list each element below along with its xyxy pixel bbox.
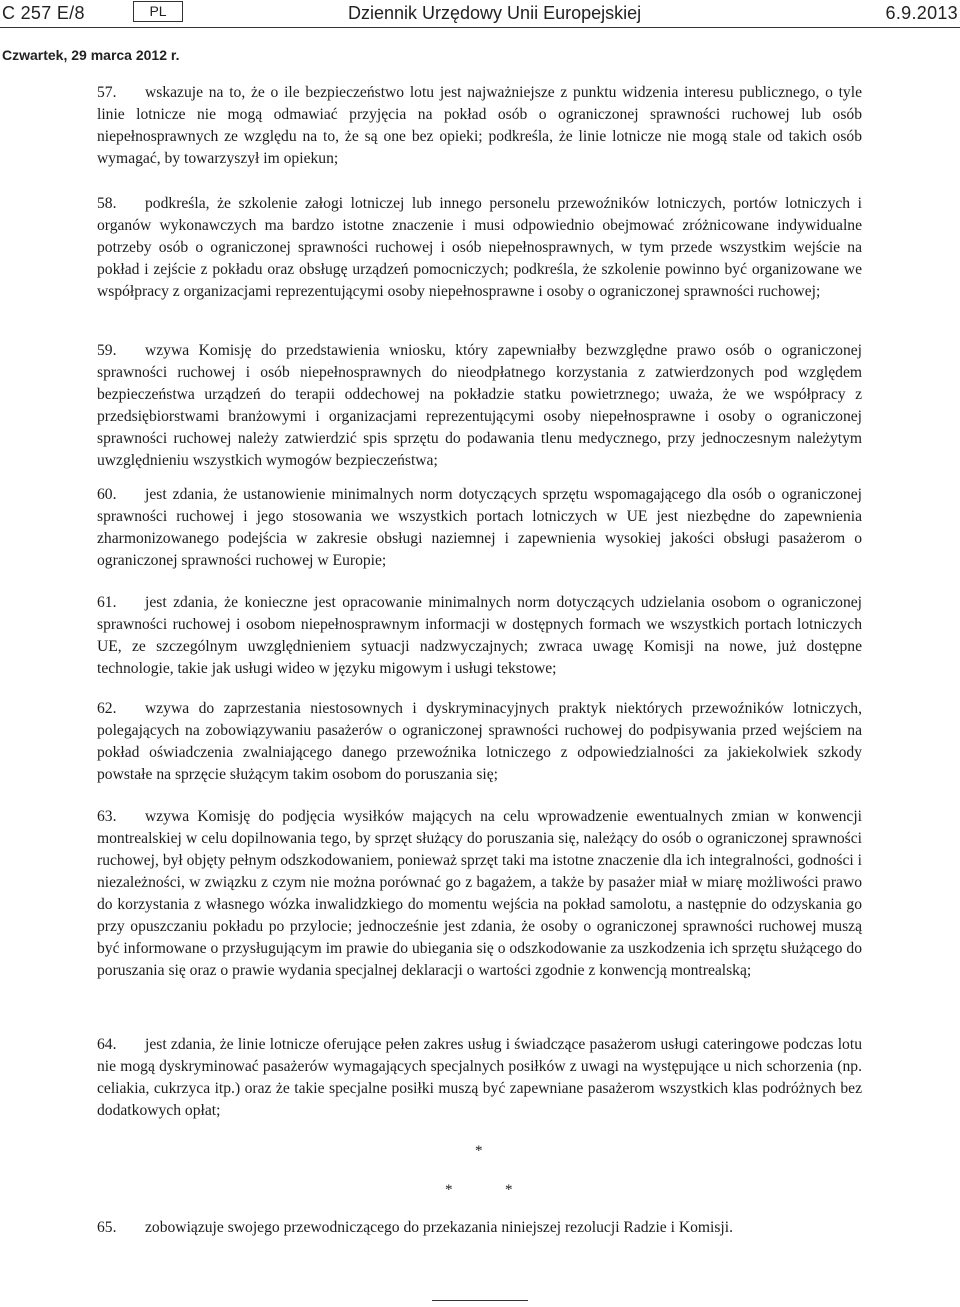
separator-star: * xyxy=(475,1143,483,1159)
paragraph-number: 59. xyxy=(97,342,117,359)
paragraph-text: jest zdania, że linie lotnicze oferujące pełen zakres usług i świadczące pasażerom usługi cateringowe podczas lotu nie mogą dyskryminować pasażerów wymagających specjalnych posiłków z uwagi na występujące u nich schorzenia (np. celiakia, cukrzyca itp.) oraz że takie specjalne posiłki muszą być zapewniane pasażerom wszystkich klas podróżnych bez dodatkowych opłat; xyxy=(97,1036,862,1119)
paragraph-text: zobowiązuje swojego przewodniczącego do przekazania niniejszej rezolucji Radzie i Komisji. xyxy=(145,1219,733,1236)
header-divider xyxy=(0,27,960,28)
paragraph-text: jest zdania, że konieczne jest opracowanie minimalnych norm dotyczących udzielania osobom o ograniczonej sprawności ruchowej i osobom niepełnosprawnym informacji w dostępnych formach we wszystkich portach lotniczych UE, ze szczególnym uwzględnieniem sytuacji nadzwyczajnych; zwraca uwagę Komisji na nowe, już dostępne technologie, takie jak usługi wideo w języku migowym i usługi tekstowe; xyxy=(97,594,862,677)
journal-date: 6.9.2013 xyxy=(885,3,958,23)
paragraph-60 xyxy=(97,484,862,572)
paragraph-text: wskazuje na to, że o ile bezpieczeństwo lotu jest najważniejsze z punktu widzenia interesu publicznego, o tyle linie lotnicze nie mogą odmawiać przyjęcia na pokład osób o ograniczonej sprawności ruchowej lub osób niepełnosprawnych ze względu na to, że są one bez opieki; podkreśla, że linie lotnicze nie mogą stale od takich osób wymagać, by towarzyszył im opiekun; xyxy=(97,84,862,167)
journal-reference: C 257 E/8 xyxy=(2,3,85,23)
session-date: Czwartek, 29 marca 2012 r. xyxy=(2,47,180,63)
separator-star: * xyxy=(445,1182,453,1198)
paragraph-number: 65. xyxy=(97,1219,117,1236)
paragraph-number: 61. xyxy=(97,594,117,611)
paragraph-number: 62. xyxy=(97,700,117,717)
paragraph-63 xyxy=(97,806,862,982)
paragraph-text: wzywa Komisję do podjęcia wysiłków mających na celu wprowadzenie ewentualnych zmian w konwencji montrealskiej w celu dopilnowania tego, by sprzęt służący do poruszania się, należący do osób o ograniczonej sprawności ruchowej, był objęty pełnym odszkodowaniem, ponieważ sprzęt taki ma istotne znaczenie dla ich integralności, godności i niezależności, w związku z czym nie można porównać go z bagażem, a także by pasażer miał w miarę możliwości prawo do korzystania z własnego wózka inwalidzkiego do momentu wejścia na pokład samolotu, a następnie do odzyskania go przy opuszczaniu pokładu po przylocie; jednocześnie jest zdania, że osoby o ograniczonej sprawności ruchowej muszą być informowane o przysługującym im prawie do ubiegania się o odszkodowanie za uszkodzenia ich sprzętu służącego do poruszania się oraz o prawie wydania specjalnej deklaracji o wartości zgodnie z konwencją montrealską; xyxy=(97,808,862,979)
paragraph-text: wzywa do zaprzestania niestosownych i dyskryminacyjnych praktyk niektórych przewoźników lotniczych, polegających na zobowiązywaniu pasażerów o ograniczonej sprawności ruchowej do podpisywania przed wejściem na pokład oświadczenia zwalniającego danego przewoźnika lotniczego z odpowiedzialności za jakiekolwiek szkody powstałe na sprzęcie służącym takim osobom do poruszania się; xyxy=(97,700,862,783)
paragraph-57 xyxy=(97,82,862,170)
paragraph-text: wzywa Komisję do przedstawienia wniosku, który zapewniałby bezwzględne prawo osób o ograniczonej sprawności ruchowej i osób niepełnosprawnych do nieodpłatnego korzystania z zatwierdzonych pod względem bezpieczeństwa urządzeń do terapii oddechowej na pokładzie statku powietrznego; uważa, że we współpracy z przedsiębiorstwami branżowymi i organizacjami reprezentującymi osoby niepełnosprawne i osoby o ograniczonej sprawności ruchowej należy zatwierdzić spis sprzętu do podawania tlenu medycznego, przy jednoczesnym należytym uwzględnieniu wszystkich wymogów bezpieczeństwa; xyxy=(97,342,862,469)
paragraph-text: jest zdania, że ustanowienie minimalnych norm dotyczących sprzętu wspomagającego dla osób o ograniczonej sprawności ruchowej i jego stosowania we wszystkich portach lotniczych w UE jest niezbędne do zapewnienia zharmonizowanego podejścia w zakresie obsługi naziemnej i zapewnienia wysokiej jakości obsługi pasażerom o ograniczonej sprawności ruchowej w Europie; xyxy=(97,486,862,569)
language-badge: PL xyxy=(133,1,183,22)
journal-header xyxy=(0,0,960,28)
journal-title: Dziennik Urzędowy Unii Europejskiej xyxy=(348,3,642,23)
paragraph-number: 58. xyxy=(97,195,117,212)
paragraph-number: 57. xyxy=(97,84,117,101)
paragraph-number: 60. xyxy=(97,486,117,503)
footer-divider xyxy=(432,1300,528,1301)
paragraph-number: 63. xyxy=(97,808,117,825)
paragraph-59 xyxy=(97,340,862,472)
separator-star: * xyxy=(505,1182,513,1198)
paragraph-58 xyxy=(97,193,862,303)
paragraph-65 xyxy=(97,1217,862,1239)
paragraph-62 xyxy=(97,698,862,786)
paragraph-text: podkreśla, że szkolenie załogi lotniczej lub innego personelu przewoźników lotniczych, portów lotniczych i organów wykonawczych ma bardzo istotne znaczenie i musi odpowiednio obejmować zróżnicowane indywidualne potrzeby osób o ograniczonej sprawności ruchowej i osób niepełnosprawnych, w tym przede wszystkim wejście na pokład i zejście z pokładu oraz obsługę urządzeń pomocniczych; podkreśla, że szkolenie powinno być organizowane we współpracy z organizacjami reprezentującymi osoby niepełnosprawne i osoby o ograniczonej sprawności ruchowej; xyxy=(97,195,862,300)
paragraph-61 xyxy=(97,592,862,680)
paragraph-64 xyxy=(97,1034,862,1122)
paragraph-number: 64. xyxy=(97,1036,117,1053)
